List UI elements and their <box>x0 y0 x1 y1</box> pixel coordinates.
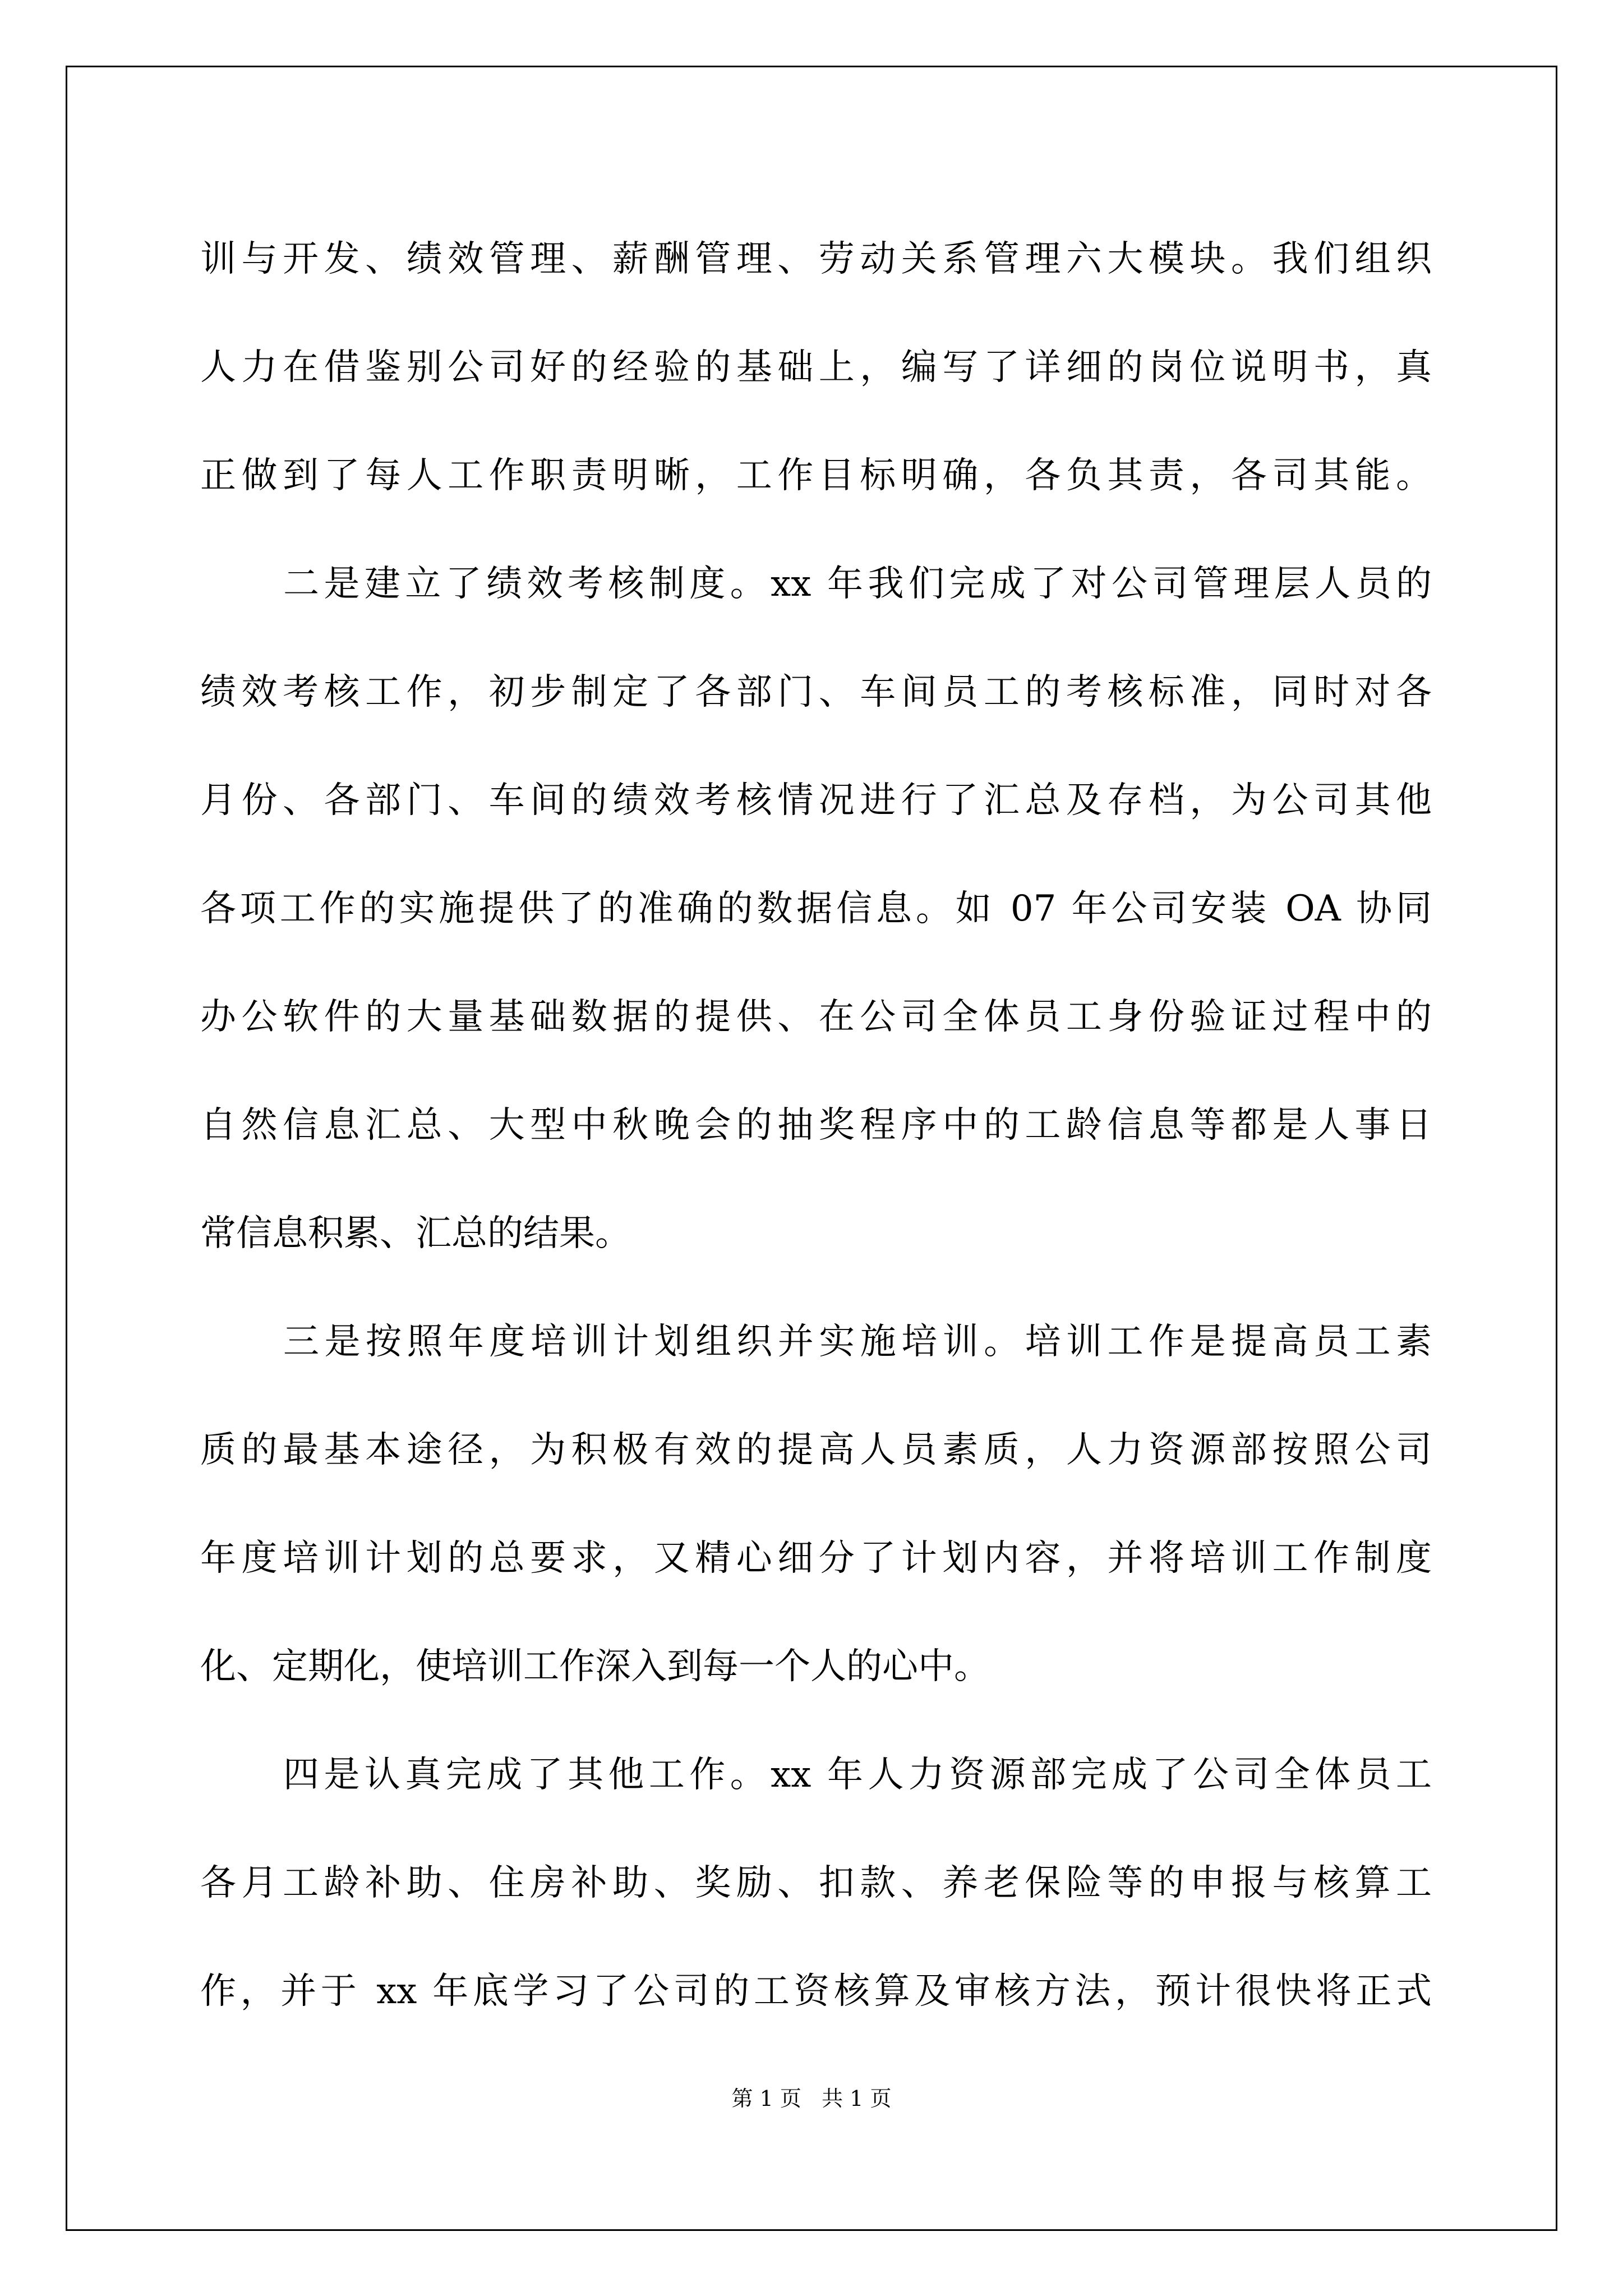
document-body <box>200 205 1432 2046</box>
text-line: 人力在借鉴别公司好的经验的基础上，编写了详细的岗位说明书，真 <box>200 347 1432 388</box>
text-line: 四是认真完成了其他工作。xx 年人力资源部完成了公司全体员工 <box>283 1754 1432 1796</box>
text-line: 自然信息汇总、大型中秋晚会的抽奖程序中的工龄信息等都是人事日 <box>200 1105 1432 1146</box>
text-line: 各项工作的实施提供了的准确的数据信息。如 07 年公司安装 OA 协同 <box>200 888 1432 930</box>
text-line: 化、定期化，使培训工作深入到每一个人的心中。 <box>200 1646 990 1687</box>
text-line: 质的最基本途径，为积极有效的提高人员素质，人力资源部按照公司 <box>200 1429 1432 1471</box>
text-line: 各月工龄补助、住房补助、奖励、扣款、养老保险等的申报与核算工 <box>200 1862 1432 1904</box>
text-line: 二是建立了绩效考核制度。xx 年我们完成了对公司管理层人员的 <box>283 563 1432 605</box>
text-line: 年度培训计划的总要求，又精心细分了计划内容，并将培训工作制度 <box>200 1538 1432 1579</box>
text-line: 训与开发、绩效管理、薪酬管理、劳动关系管理六大模块。我们组织 <box>200 238 1432 280</box>
text-line: 三是按照年度培训计划组织并实施培训。培训工作是提高员工素 <box>283 1321 1432 1363</box>
text-line: 月份、各部门、车间的绩效考核情况进行了汇总及存档，为公司其他 <box>200 780 1432 821</box>
text-line: 常信息积累、汇总的结果。 <box>200 1213 631 1254</box>
text-line: 作，并于 xx 年底学习了公司的工资核算及审核方法，预计很快将正式 <box>200 1971 1432 2012</box>
text-line: 正做到了每人工作职责明晰，工作目标明确，各负其责，各司其能。 <box>200 455 1432 496</box>
page-number-footer: 第 1 页 共 1 页 <box>731 2086 892 2111</box>
text-line: 绩效考核工作，初步制定了各部门、车间员工的考核标准，同时对各 <box>200 671 1432 713</box>
text-line: 办公软件的大量基础数据的提供、在公司全体员工身份验证过程中的 <box>200 996 1432 1038</box>
